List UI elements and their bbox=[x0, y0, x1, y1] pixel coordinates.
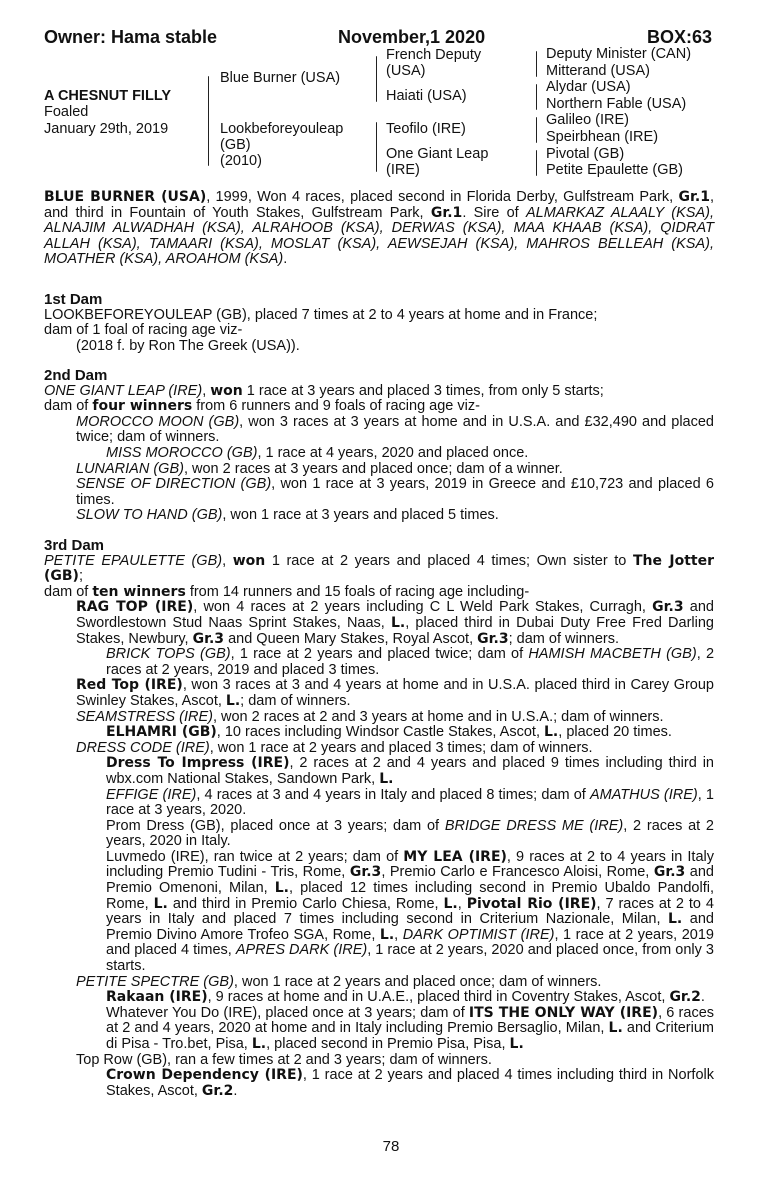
text: , 1 race at 3 years, 2020. bbox=[106, 786, 714, 819]
text: , 4 races at 3 and 4 years in Italy and placed 8 times; dam of bbox=[196, 786, 590, 803]
first-dam-section bbox=[44, 292, 714, 354]
sire-sire-line2: (USA) bbox=[386, 63, 426, 79]
text: , won 4 races at 2 years including C L Weld Park Stakes, Curragh, bbox=[193, 599, 653, 616]
text: Prom Dress (GB), placed once at 3 years; dam of bbox=[106, 817, 445, 834]
text: , and third in Fountain of Youth Stakes, Gulfstream Park, bbox=[44, 189, 714, 221]
first-dam-line: dam of 1 foal of racing age viz- bbox=[44, 322, 243, 339]
grade-label: Gr.3 bbox=[192, 630, 225, 647]
gen4-ancestor: Deputy Minister (CAN) bbox=[546, 46, 692, 62]
dam-name-line1: Lookbeforeyouleap bbox=[220, 121, 344, 137]
gen4-ancestor: Speirbhean (IRE) bbox=[546, 129, 659, 145]
sire-paragraph bbox=[44, 190, 714, 268]
pedigree-brace bbox=[536, 150, 537, 176]
text: , 1 race at 2 years and placed 4 times including third in Norfolk Stakes, Ascot, bbox=[106, 1067, 714, 1099]
text: and Premio Omenoni, Milan, bbox=[106, 864, 714, 897]
text: and third in Premio Carlo Chiesa, Rome, bbox=[167, 895, 444, 912]
dam-name-line2: (GB) bbox=[220, 137, 251, 153]
text: , bbox=[202, 382, 211, 399]
horse-name: EFFIGE (IRE) bbox=[106, 786, 197, 803]
box-number: BOX:63 bbox=[646, 27, 712, 47]
text: , won 3 races at 3 and 4 years at home and in U.S.A. placed third in Carey Group Swinley Stakes, Ascot, bbox=[76, 677, 714, 709]
listed-label: L. bbox=[379, 770, 394, 787]
text: dam of bbox=[44, 398, 93, 415]
sire-dam: Haiati (USA) bbox=[386, 88, 467, 104]
pedigree-brace bbox=[208, 76, 209, 166]
subject-name: A CHESNUT FILLY bbox=[44, 88, 172, 104]
horse-name-bold: RAG TOP (IRE) bbox=[76, 599, 194, 616]
text: , won 1 race at 3 years and placed 5 times. bbox=[222, 507, 499, 524]
gen4-ancestor: Alydar (USA) bbox=[546, 79, 631, 95]
horse-name-bold: ELHAMRI (GB) bbox=[106, 724, 217, 741]
pedigree-brace bbox=[376, 56, 377, 102]
first-dam-line: (2018 f. by Ron The Greek (USA)). bbox=[76, 337, 300, 354]
horse-name-bold: Dress To Impress (IRE) bbox=[106, 755, 290, 772]
dam-name: PETITE EPAULETTE (GB) bbox=[44, 552, 223, 569]
horse-name: LUNARIAN (GB) bbox=[76, 460, 184, 477]
horse-name: BRIDGE DRESS ME (IRE) bbox=[444, 817, 624, 834]
grade-label: Gr.1 bbox=[678, 189, 710, 205]
text-bold: ten winners bbox=[92, 583, 186, 600]
sale-date: November,1 2020 bbox=[338, 27, 486, 47]
text: . Sire of bbox=[462, 204, 526, 221]
horse-name-bold: ITS THE ONLY WAY (IRE) bbox=[468, 1004, 659, 1021]
foaled-date: January 29th, 2019 bbox=[44, 121, 169, 137]
text: , placed 12 times including second in Premio Ubaldo Pandolfi, Rome, bbox=[106, 880, 714, 912]
grade-label: Gr.1 bbox=[430, 204, 463, 221]
dam-dam-line2: (IRE) bbox=[386, 162, 420, 178]
owner-label: Owner: Hama stable bbox=[44, 27, 218, 47]
text: ; dam of winners. bbox=[508, 630, 620, 647]
text: , 9 races at 2 to 4 years in Italy including Premio Tudini - Tris, Rome, bbox=[106, 848, 714, 881]
pedigree-brace bbox=[376, 122, 377, 172]
horse-name-bold: Red Top (IRE) bbox=[76, 677, 183, 694]
text: , bbox=[394, 926, 403, 943]
gen4-ancestor: Mitterand (USA) bbox=[546, 63, 650, 79]
text: , bbox=[457, 895, 467, 912]
text: , won 1 race at 2 years and placed once; dam of winners. bbox=[233, 973, 602, 990]
horse-name-bold: Crown Dependency (IRE) bbox=[106, 1067, 303, 1084]
grade-label: Gr.3 bbox=[477, 630, 509, 647]
text: and Premio Divino Amore Trofeo SGA, Rome, bbox=[106, 911, 714, 943]
horse-name-bold: Pivotal Rio (IRE) bbox=[466, 895, 597, 912]
horse-name: SENSE OF DIRECTION (GB) bbox=[76, 476, 272, 493]
text: ; dam of winners. bbox=[240, 692, 351, 709]
horse-name: AMATHUS (IRE) bbox=[589, 786, 698, 803]
text: . bbox=[283, 251, 288, 268]
text: . bbox=[233, 1082, 238, 1099]
third-dam-heading: 3rd Dam bbox=[44, 537, 105, 554]
text: , 7 races at 2 to 4 years in Italy and placed 7 times including second in Criterium Nazionale, Milan, bbox=[106, 895, 714, 928]
sire-name-bold: BLUE BURNER (USA) bbox=[44, 189, 207, 205]
dam-name-line3: (2010) bbox=[220, 153, 262, 169]
listed-label: L. bbox=[225, 692, 241, 709]
listed-label: L. bbox=[544, 724, 559, 741]
horse-name: SLOW TO HAND (GB) bbox=[76, 507, 223, 524]
horse-name: SEAMSTRESS (IRE) bbox=[76, 708, 213, 725]
text: , 1 race at 2 years, 2019 and placed 4 times, bbox=[106, 926, 714, 959]
second-dam-heading: 2nd Dam bbox=[44, 367, 108, 384]
text: , 1 race at 2 years, 2020 and placed once, from only 3 starts. bbox=[106, 942, 714, 975]
text: , 1999, Won 4 races, placed second in Florida Derby, Gulfstream Park, bbox=[206, 189, 679, 205]
listed-label: L. bbox=[251, 1036, 267, 1052]
horse-name: HAMISH MACBETH (GB) bbox=[528, 646, 697, 663]
first-dam-line: LOOKBEFOREYOULEAP (GB), placed 7 times at 2 to 4 years at home and in France; bbox=[44, 306, 598, 323]
horse-name: PETITE SPECTRE (GB) bbox=[76, 973, 234, 990]
dam-name: ONE GIANT LEAP (IRE) bbox=[44, 382, 203, 399]
text: , won 3 races at 3 years at home and in U.S.A. and £32,490 and placed twice; dam of winners. bbox=[76, 413, 714, 446]
grade-label: Gr.2 bbox=[201, 1082, 234, 1099]
horse-name: APRES DARK (IRE) bbox=[235, 942, 368, 959]
first-dam-heading: 1st Dam bbox=[44, 291, 103, 308]
text: dam of bbox=[44, 583, 93, 600]
second-dam-section bbox=[44, 368, 714, 524]
text: Top Row (GB), ran a few times at 2 and 3 years; dam of winners. bbox=[76, 1051, 492, 1068]
progeny-list: ALMARKAZ ALAALY (KSA), ALNAJIM ALWADHAH (KSA), ALRAHOOB (KSA), DERWAS (KSA), MAA KHAAB (KSA), QIDRAT ALLAH (KSA), TAMAARI (KSA), MOSLAT (KSA), AEWSEJAH (KSA), MAHROS BELLEAH (KSA), MOATHER (KSA), AROAHOM (KSA) bbox=[44, 204, 715, 268]
text: , won 2 races at 3 years and placed once; dam of a winner. bbox=[183, 460, 563, 477]
text: Whatever You Do (IRE), placed once at 3 years; dam of bbox=[106, 1004, 469, 1021]
text: , 2 races at 2 years, 2020 in Italy. bbox=[106, 817, 714, 850]
horse-name: DRESS CODE (IRE) bbox=[76, 739, 210, 756]
pedigree-brace bbox=[536, 84, 537, 110]
text: , placed second in Premio Pisa, Pisa, bbox=[266, 1036, 510, 1052]
listed-label: L. bbox=[390, 614, 406, 631]
dam-dam-line1: One Giant Leap bbox=[386, 146, 489, 162]
listed-label: L. bbox=[608, 1020, 623, 1037]
gen4-ancestor: Galileo (IRE) bbox=[546, 112, 629, 128]
horse-name: MOROCCO MOON (GB) bbox=[76, 413, 240, 430]
sire-sire-line1: French Deputy bbox=[386, 47, 482, 63]
text: , 2 races at 2 and 4 years and placed 9 times including third in wbx.com National Stakes, Sandown Park, bbox=[106, 755, 714, 787]
page-number: 78 bbox=[382, 1138, 400, 1155]
grade-label: Gr.3 bbox=[349, 864, 382, 881]
listed-label: L. bbox=[668, 911, 683, 928]
horse-name: DARK OPTIMIST (IRE) bbox=[402, 926, 555, 943]
text: , 9 races at home and in U.A.E., placed third in Coventry Stakes, Ascot, bbox=[207, 989, 670, 1006]
text: , Premio Carlo e Francesco Aloisi, Rome, bbox=[381, 864, 654, 881]
dam-sire: Teofilo (IRE) bbox=[386, 121, 466, 137]
pedigree-brace bbox=[536, 117, 537, 143]
text: , won 1 race at 3 years, 2019 in Greece and £10,723 and placed 6 times. bbox=[76, 476, 714, 508]
grade-label: Gr.3 bbox=[653, 864, 686, 881]
pedigree-brace bbox=[536, 51, 537, 77]
text-bold: won bbox=[232, 552, 266, 569]
horse-name-bold: MY LEA (IRE) bbox=[403, 848, 507, 865]
text: , placed 20 times. bbox=[558, 724, 672, 741]
foaled-label: Foaled bbox=[44, 104, 89, 120]
listed-label: L. bbox=[509, 1036, 524, 1052]
text: ; bbox=[78, 568, 83, 585]
text: from 6 runners and 9 foals of racing age viz- bbox=[192, 398, 480, 415]
text-bold: four winners bbox=[92, 398, 193, 415]
text: 1 race at 3 years and placed 3 times, from only 5 starts; bbox=[242, 382, 604, 399]
text: , placed third in Dubai Duty Free Fred Darling Stakes, Newbury, bbox=[76, 614, 714, 647]
text: from 14 runners and 15 foals of racing age including- bbox=[185, 583, 530, 600]
listed-label: L. bbox=[274, 880, 290, 897]
gen4-ancestor: Petite Epaulette (GB) bbox=[546, 162, 684, 178]
text: , bbox=[222, 552, 233, 569]
third-dam-section bbox=[44, 538, 714, 1099]
sire-name: Blue Burner (USA) bbox=[220, 70, 341, 86]
listed-label: L. bbox=[153, 895, 168, 912]
text: . bbox=[700, 989, 705, 1006]
gen4-ancestor: Pivotal (GB) bbox=[546, 146, 625, 162]
gen4-ancestor: Northern Fable (USA) bbox=[546, 96, 687, 112]
text: and Queen Mary Stakes, Royal Ascot, bbox=[224, 630, 478, 647]
text: and Criterium di Pisa - Tro.bet, Pisa, bbox=[106, 1020, 714, 1052]
horse-name-bold: The Jotter (GB) bbox=[44, 552, 715, 585]
text: , 1 race at 4 years, 2020 and placed once. bbox=[257, 444, 529, 461]
text: , 6 races at 2 and 4 years, 2020 at home and in Italy including Premio Bersaglio, Milan, bbox=[106, 1004, 715, 1037]
listed-label: L. bbox=[379, 926, 395, 943]
text-bold: won bbox=[210, 382, 243, 399]
horse-name: MISS MOROCCO (GB) bbox=[106, 444, 258, 461]
text: and Swordlestown Stud Naas Sprint Stakes, Naas, bbox=[76, 599, 714, 631]
text: Luvmedo (IRE), ran twice at 2 years; dam of bbox=[106, 848, 404, 865]
text: , won 2 races at 2 and 3 years at home and in U.S.A.; dam of winners. bbox=[212, 708, 664, 725]
grade-label: Gr.3 bbox=[652, 599, 684, 616]
text: , 1 race at 2 years and placed twice; dam of bbox=[230, 646, 529, 663]
text: , 2 races at 2 years, 2019 and placed 3 times. bbox=[106, 646, 715, 678]
text: 1 race at 2 years and placed 4 times; Own sister to bbox=[265, 552, 633, 569]
grade-label: Gr.2 bbox=[669, 989, 701, 1006]
text: , won 1 race at 2 years and placed 3 times; dam of winners. bbox=[209, 739, 593, 756]
text: , 10 races including Windsor Castle Stakes, Ascot, bbox=[216, 724, 545, 741]
horse-name-bold: Rakaan (IRE) bbox=[106, 989, 208, 1006]
listed-label: L. bbox=[443, 895, 458, 912]
horse-name: BRICK TOPS (GB) bbox=[106, 646, 231, 663]
